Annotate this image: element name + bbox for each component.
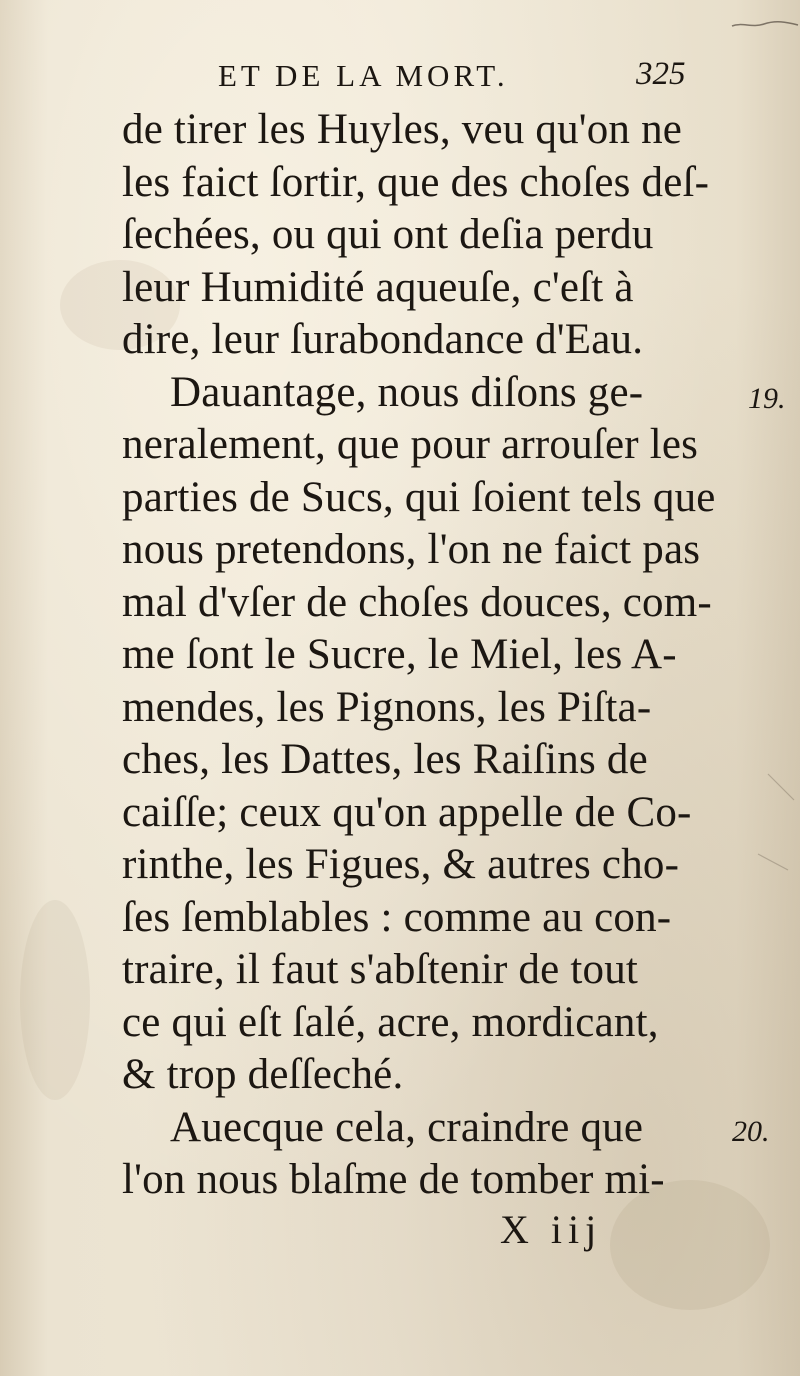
text-line: les faict ſortir, que des choſes deſ- (122, 158, 710, 206)
body-text (122, 104, 727, 1207)
margin-note-19: 19. (748, 382, 786, 415)
text-line: mal d'vſer de choſes douces, com- (122, 578, 712, 626)
text-line: de tirer les Huyles, veu qu'on ne (122, 106, 683, 153)
text-line: parties de Sucs, qui ſoient tels que (122, 473, 716, 521)
paper-stain (20, 900, 90, 1100)
text-line: leur Humidité aqueuſe, c'eſt à (122, 263, 634, 311)
text-line: ce qui eſt ſalé, acre, mordicant, (122, 998, 659, 1046)
running-header (218, 52, 718, 102)
text-line: caiſſe; ceux qu'on appelle de Co- (122, 788, 692, 836)
text-line: nous pretendons, l'on ne faict pas (122, 526, 701, 573)
signature-mark: X iij (500, 1207, 603, 1252)
text-line: l'on nous blaſme de tomber mi- (122, 1156, 665, 1203)
text-line: & trop deſſeché. (122, 1051, 404, 1098)
running-title: ET DE LA MORT. (218, 58, 509, 93)
show-through-marks (728, 770, 800, 890)
margin-note-20: 20. (732, 1115, 770, 1148)
text-line: rinthe, les Figues, & autres cho- (122, 841, 680, 888)
text-line: me ſont le Sucre, le Miel, les A- (122, 631, 677, 678)
text-line: ſes ſemblables : comme au con- (122, 893, 672, 941)
text-line: ſechées, ou qui ont deſia perdu (122, 211, 654, 258)
page-number: 325 (636, 56, 686, 92)
text-line: Dauantage, nous diſons ge- (170, 368, 644, 416)
corner-ink-mark (730, 14, 800, 34)
text-line: Auecque cela, craindre que (170, 1103, 644, 1151)
text-line: mendes, les Pignons, les Piſta- (122, 683, 652, 731)
text-line: neralement, que pour arrouſer les (122, 421, 699, 468)
text-line: traire, il faut s'abſtenir de tout (122, 946, 639, 993)
text-line: dire, leur ſurabondance d'Eau. (122, 316, 644, 363)
text-line: ches, les Dattes, les Raiſins de (122, 736, 648, 783)
